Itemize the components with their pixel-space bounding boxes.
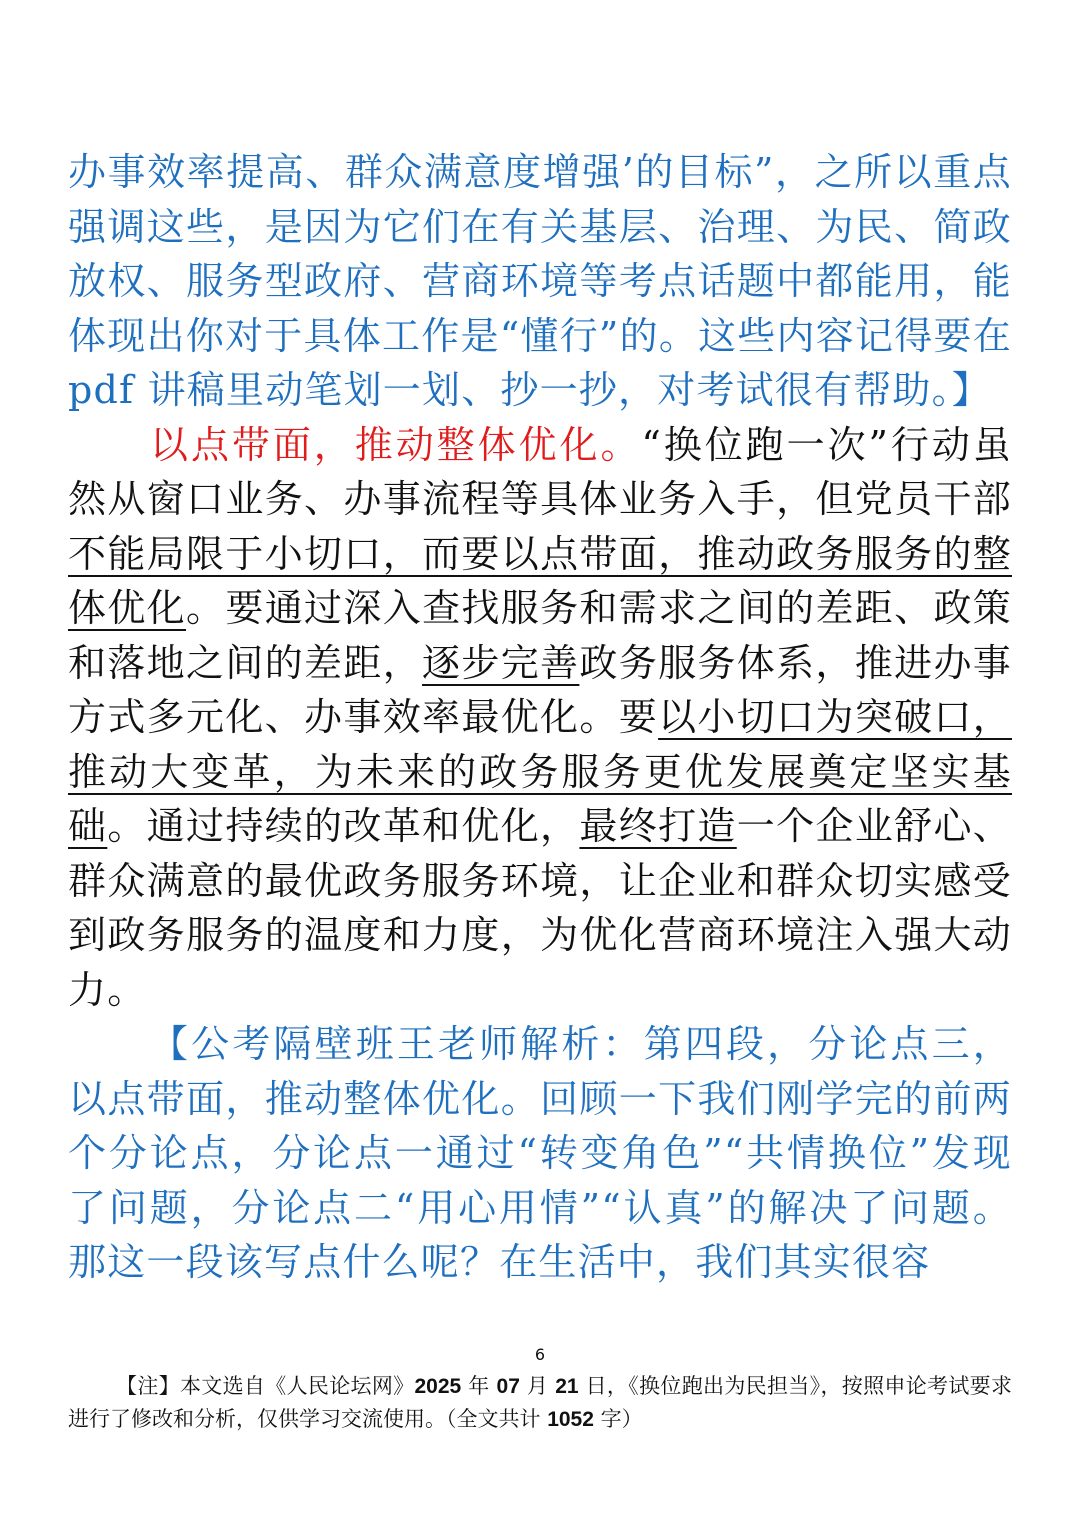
analysis-paragraph-top: 办事效率提高、群众满意度增强’的目标”，之所以重点强调这些，是因为它们在有关基层、治理、为民、简政放权、服务型政府、营商环境等考点话题中都能用，能体现出你对于具体工作是“懂行”的。这些内容记得要在 pdf 讲稿里动笔划一划、抄一抄，对考试很有帮助。】 xyxy=(68,150,1012,412)
underlined-text: 不能局限于小切口，而要以点带面，推动政务服务的整体优化 xyxy=(68,531,1012,630)
body-paragraph xyxy=(68,418,1012,1018)
body-text: “换位跑一次”行动虽然从窗口业务、办事流程等具体业务入手，但党员干部 xyxy=(68,422,1013,521)
main-content xyxy=(68,145,1012,1290)
body-text: 一个企业舒心、群众满意的最优政务服务环境，让企业和群众切实感受到政务服务的温度和力度，为优化营商环境注入强大动力。 xyxy=(68,804,1012,1012)
page-number: 6 xyxy=(534,1345,546,1364)
body-text: 政务服务体系，推进办事方式多元化、办事效率最优化。要 xyxy=(68,640,1012,739)
underlined-text: 最终打造 xyxy=(579,804,737,848)
section-heading: 以点带面，推动整体优化。 xyxy=(150,422,642,467)
body-text: 。通过持续的改革和优化， xyxy=(107,804,580,848)
footnote: 【注】本文选自《人民论坛网》2025 年 07 月 21 日，《换位跑出为民担当》，按照申论考试要求进行了修改和分析，仅供学习交流使用。（全文共计 1052 字） xyxy=(68,1374,1013,1431)
underlined-text: 逐步完善 xyxy=(422,640,580,685)
analysis-paragraph-bottom: 【公考隔壁班王老师解析：第四段，分论点三，以点带面，推动整体优化。回顾一下我们刚学完的前两个分论点，分论点一通过“转变角色”“共情换位”发现了问题，分论点二“用心用情”“认真”的解决了问题。那这一段该写点什么呢？在生活中，我们其实很容 xyxy=(68,1022,1012,1284)
body-text: 。要通过深入查找服务和需求之间的差距、政策和落地之间的差距， xyxy=(68,586,1013,685)
underlined-text: 以小切口为突破口，推动大变革，为未来的政务服务更优发展奠定坚实基础 xyxy=(68,695,1012,848)
